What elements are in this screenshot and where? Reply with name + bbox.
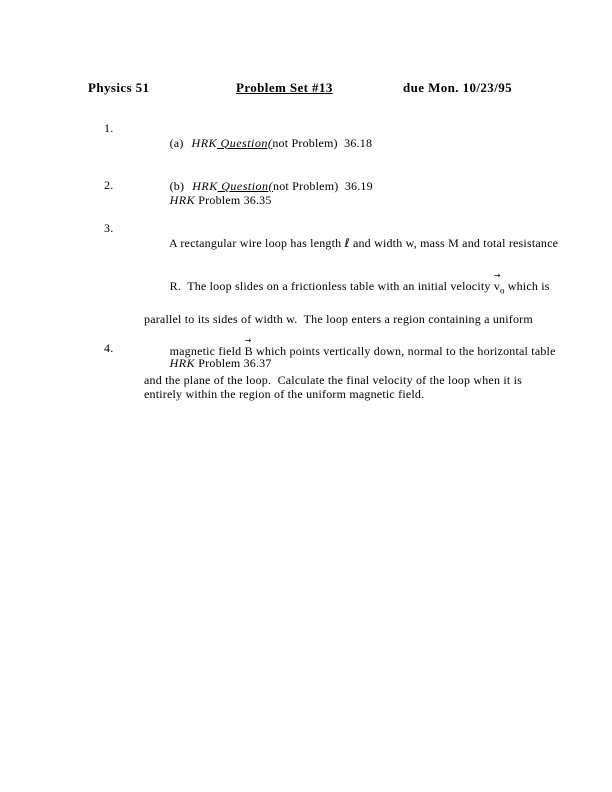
B-symbol: B bbox=[244, 343, 253, 358]
problem-1b-text: not Problem) 36.19 bbox=[273, 179, 373, 193]
paragraph-line-2 bbox=[144, 265, 554, 313]
problem-1b-label: (b) bbox=[169, 179, 185, 193]
problem-4-number: 4. bbox=[104, 341, 114, 355]
line-1-post: and width w, mass M and total resistance bbox=[349, 235, 559, 250]
page-title: Problem Set #13 bbox=[236, 80, 333, 95]
vector-arrow-icon: → bbox=[244, 335, 252, 345]
vector-arrow-icon: → bbox=[493, 271, 501, 280]
problem-1a-text: not Problem) 36.18 bbox=[272, 135, 373, 150]
v-symbol: v bbox=[493, 279, 501, 293]
paragraph-line-1 bbox=[144, 221, 559, 265]
line-4-post: which points vertically down, normal to the horizontal table bbox=[252, 343, 556, 358]
course-name: Physics 51 bbox=[88, 80, 150, 95]
due-date: due Mon. 10/23/95 bbox=[403, 80, 513, 95]
line-4-pre: magnetic field bbox=[169, 343, 245, 358]
problem-1a-label: (a) bbox=[169, 135, 184, 150]
problem-1-number: 1. bbox=[104, 121, 114, 135]
book-abbreviation: HRK bbox=[169, 355, 196, 370]
problem-4-content bbox=[144, 341, 554, 385]
problem-2-content bbox=[144, 178, 554, 222]
problem-2-text bbox=[144, 178, 554, 222]
line-2-post: which is bbox=[504, 279, 550, 293]
paragraph-line-6: entirely within the region of the uniform magnetic field. bbox=[144, 387, 425, 402]
problem-4-text bbox=[144, 341, 554, 385]
problem-3-number: 3. bbox=[104, 221, 114, 235]
question-word: Question( bbox=[217, 179, 274, 193]
line-2-pre: R. The loop slides on a frictionless table with an initial velocity bbox=[169, 279, 494, 293]
problem-4 bbox=[104, 341, 554, 385]
book-abbreviation: HRK bbox=[191, 135, 218, 150]
problem-2-reference: Problem 36.35 bbox=[195, 192, 272, 207]
problem-1a bbox=[144, 121, 554, 165]
book-abbreviation: HRK bbox=[192, 179, 218, 193]
book-abbreviation: HRK bbox=[169, 192, 196, 207]
paragraph-line-3: parallel to its sides of width w. The loop enters a region containing a uniform bbox=[144, 312, 533, 327]
question-word: Question( bbox=[217, 135, 273, 150]
problem-2-number: 2. bbox=[104, 178, 114, 192]
script-ell-symbol: ℓ bbox=[344, 235, 350, 250]
paragraph-line-5: and the plane of the loop. Calculate the final velocity of the loop when it is bbox=[144, 372, 523, 387]
problem-4-reference: Problem 36.37 bbox=[195, 355, 272, 370]
line-1-pre: A rectangular wire loop has length bbox=[168, 235, 345, 250]
vector-v-symbol bbox=[493, 271, 501, 294]
problem-2 bbox=[104, 178, 554, 222]
v-subscript: o bbox=[500, 285, 505, 296]
